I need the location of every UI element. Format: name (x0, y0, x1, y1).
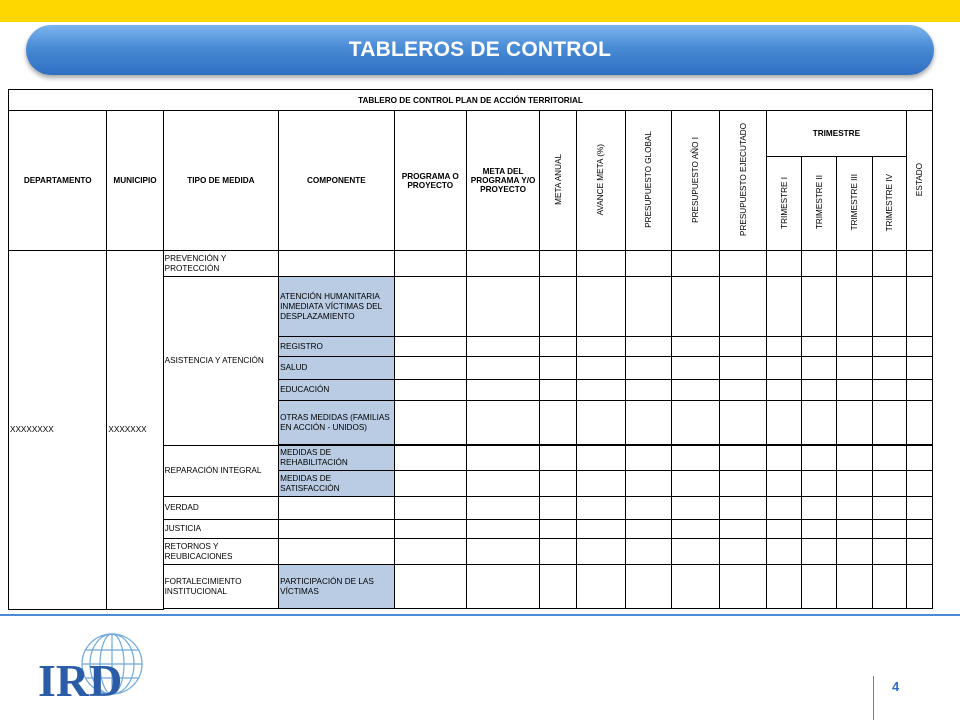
header-presupuesto-ejecutado-label: PRESUPUESTO EJECUTADO (738, 123, 748, 236)
header-departamento: DEPARTAMENTO (9, 111, 107, 251)
header-estado-label: ESTADO (914, 162, 924, 197)
header-componente: COMPONENTE (279, 111, 394, 251)
header-presupuesto-global (625, 111, 671, 251)
page-number-divider (873, 676, 874, 720)
tipo-asistencia: ASISTENCIA Y ATENCIÓN (163, 277, 278, 446)
header-trimestre-3 (837, 157, 872, 251)
ird-logo (36, 630, 146, 702)
control-table (8, 89, 933, 610)
componente-registro: REGISTRO (279, 337, 394, 357)
componente-educacion: EDUCACIÓN (279, 380, 394, 401)
page-number: 4 (892, 679, 900, 694)
header-meta-programa: META DEL PROGRAMA Y/O PROYECTO (466, 111, 539, 251)
header-municipio: MUNICIPIO (107, 111, 163, 251)
componente-rehabilitacion: MEDIDAS DE REHABILITACIÓN (279, 446, 394, 471)
header-presupuesto-anio (671, 111, 719, 251)
footer-divider (0, 614, 960, 616)
header-presupuesto-anio-label: PRESUPUESTO AÑO I (690, 136, 700, 223)
header-avance-meta-label: AVANCE META (%) (596, 143, 606, 216)
header-trimestre-4 (872, 157, 906, 251)
header-trimestre-2 (802, 157, 837, 251)
header-trimestre-3-label: TRIMESTRE III (849, 174, 859, 231)
header-trimestre-4-label: TRIMESTRE IV (884, 173, 894, 232)
tipo-verdad: VERDAD (163, 497, 278, 520)
top-accent-bar (0, 0, 960, 22)
logo-text: IRD (38, 655, 123, 702)
departamento-cell: XXXXXXXX (9, 251, 107, 610)
componente-participacion: PARTICIPACIÓN DE LAS VÍCTIMAS (279, 565, 394, 609)
header-estado (906, 111, 932, 251)
header-trimestre: TRIMESTRE (767, 111, 907, 157)
header-trimestre-1-label: TRIMESTRE I (779, 176, 789, 229)
header-tipo-medida: TIPO DE MEDIDA (163, 111, 278, 251)
componente-otras-medidas: OTRAS MEDIDAS (FAMILIAS EN ACCIÓN - UNIDOS) (279, 401, 394, 445)
header-avance-meta (577, 111, 625, 251)
municipio-cell: XXXXXXX (107, 251, 163, 610)
componente-atencion-humanitaria: ATENCIÓN HUMANITARIA INMEDIATA VÍCTIMAS DEL DESPLAZAMIENTO (279, 277, 394, 337)
page-title: TABLEROS DE CONTROL (348, 38, 612, 61)
componente-salud: SALUD (279, 357, 394, 380)
header-meta-anual-label: META ANUAL (553, 154, 563, 205)
header-meta-anual (540, 111, 577, 251)
componente-empty (279, 251, 394, 277)
tipo-retornos: RETORNOS Y REUBICACIONES (163, 539, 278, 565)
header-presupuesto-global-label: PRESUPUESTO GLOBAL (643, 131, 653, 228)
header-trimestre-2-label: TRIMESTRE II (814, 175, 824, 230)
header-trimestre-1 (767, 157, 802, 251)
title-banner (26, 25, 934, 75)
header-programa: PROGRAMA O PROYECTO (394, 111, 466, 251)
tipo-reparacion: REPARACIÓN INTEGRAL (163, 446, 278, 497)
tipo-prevencion: PREVENCIÓN Y PROTECCIÓN (163, 251, 278, 277)
header-presupuesto-ejecutado (719, 111, 766, 251)
tipo-fortalecimiento: FORTALECIMIENTO INSTITUCIONAL (163, 565, 278, 609)
tipo-justicia: JUSTICIA (163, 520, 278, 539)
table-caption: TABLERO DE CONTROL PLAN DE ACCIÓN TERRITORIAL (9, 90, 933, 111)
componente-satisfaccion: MEDIDAS DE SATISFACCIÓN (279, 471, 394, 497)
